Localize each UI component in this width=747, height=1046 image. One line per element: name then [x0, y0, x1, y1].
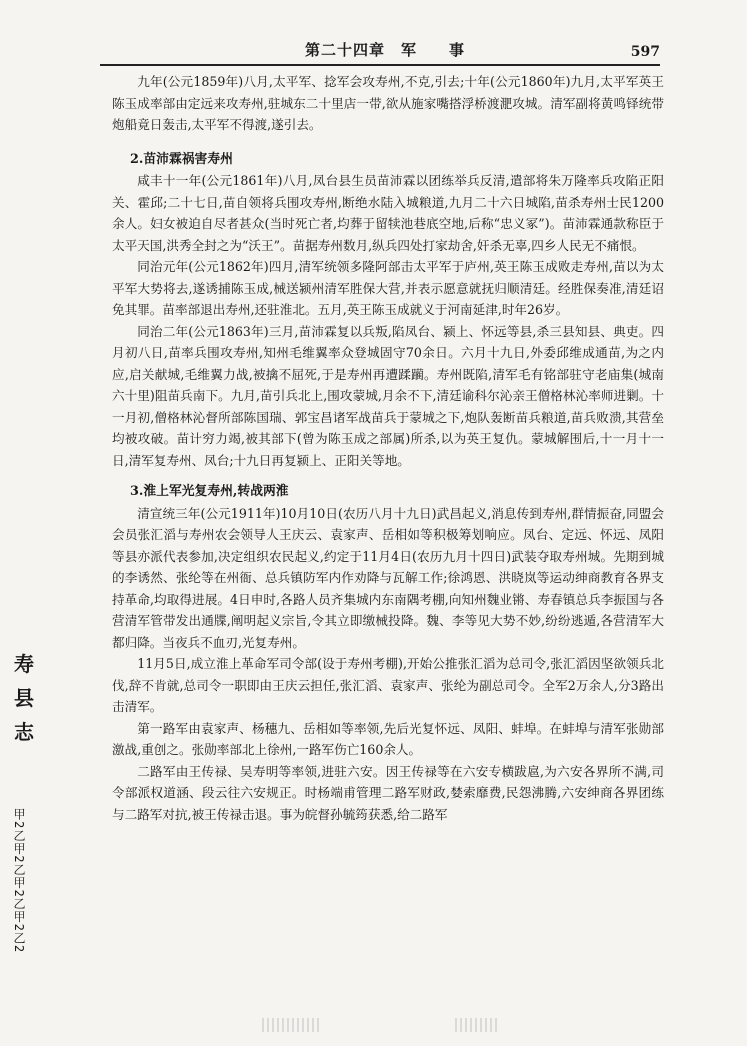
document-body: [112, 71, 664, 825]
page-number: 597: [630, 44, 660, 60]
scan-smudge: [455, 1018, 500, 1032]
paragraph: 第一路军由袁家声、杨穗九、岳相如等率领,先后光复怀远、凤阳、蚌埠。在蚌埠与清军张勋部激战,重创之。张勋率部北上徐州,一路军伤亡160余人。: [112, 720, 664, 757]
section-heading: 2.苗沛霖祸害寿州: [130, 151, 233, 167]
header-rule: [100, 64, 660, 66]
paragraph: 九年(公元1859年)八月,太平军、捻军会攻寿州,不克,引去;十年(公元1860年)九月,太平军英王陈玉成率部由定远来攻寿州,驻城东二十里店一带,欲从施家嘴搭浮桥渡淝攻城。清军副将黄鸣铎统带炮船竟日轰击,太平军不得渡,遂引去。: [112, 74, 664, 132]
side-label-zhi: 志: [14, 720, 34, 744]
paragraph: 11月5日,成立淮上革命军司令部(设于寿州考棚),开始公推张汇滔为总司令,张汇滔因坚欲领兵北伐,辞不肯就,总司令一职即由王庆云担任,张汇滔、袁家声、张纶为副总司令。全军2万余人,分3路出击清军。: [112, 656, 664, 714]
paragraph: 清宣统三年(公元1911年)10月10日(农历八月十九日)武昌起义,消息传到寿州,群情振奋,同盟会会员张汇滔与寿州农会领导人王庆云、袁家声、岳相如等积极筹划响应。凤台、定远、怀远、凤阳等县亦派代表参加,决定组织农民起义,约定于11月4日(农历九月十四日)武装夺取寿州城。先期到城的李诱然、张纶等在州衙、总兵镇防军内作劝降与瓦解工作;徐鸿恩、洪晓岚等运动绅商教育各界支持革命,均取得进展。4日申时,各路人员齐集城内东南隅考棚,向知州魏业锵、寿春镇总兵李振国与各营清军管带发出通牒,阐明起义宗旨,令其立即缴械投降。魏、李等见大势不妙,纷纷逃遁,各营清军大都归降。当夜兵不血刃,光复寿州。: [112, 505, 664, 650]
paragraph: 咸丰十一年(公元1861年)八月,凤台县生员苗沛霖以团练举兵反清,遣部将朱万隆率兵攻陷正阳关、霍邱;二十七日,苗自领将兵围攻寿州,断绝水陆入城粮道,九月二十六日城陷,苗杀寿州士民1200余人。妇女被迫自尽者甚众(当时死亡者,均葬于留犊池巷底空地,后称“忠义冢”)。苗沛霖通款称臣于太平天国,洪秀全封之为“沃王”。苗据寿州数月,纵兵四处打家劫舍,奸杀无辜,四乡人民无不痛恨。: [112, 173, 664, 253]
side-label-shou: 寿: [14, 652, 34, 676]
section-heading: 3.淮上军光复寿州,转战两淮: [130, 484, 289, 499]
scan-smudge: [262, 1018, 322, 1032]
page-header: [100, 40, 660, 60]
chapter-title: 第二十四章 军 事: [305, 41, 466, 59]
side-code: 甲2乙甲2乙甲2乙甲2乙2: [12, 808, 26, 954]
paragraph: 同治二年(公元1863年)三月,苗沛霖复以兵叛,陷凤台、颍上、怀远等县,杀三县知县、典吏。四月初八日,苗率兵围攻寿州,知州毛维翼率众登城固守70余日。六月十九日,外委邱维成通苗,为之内应,启关献城,毛维翼力战,被擒不屈死,于是寿州再遭蹂躏。寿州既陷,清军毛有铭部驻守老庙集(城南六十里)阻苗兵南下。九月,苗引兵北上,围攻蒙城,月余不下,清廷谕科尔沁亲王僧格林沁率师进剿。十一月初,僧格林沁督所部陈国瑞、郭宝昌诸军战苗兵于蒙城之下,炮队轰断苗兵粮道,苗兵败溃,其营垒均被攻破。苗计穷力竭,被其部下(曾为陈玉成之部属)所杀,以为英王复仇。蒙城解围后,十一月十一日,清军复寿州、凤台;十九日再复颍上、正阳关等地。: [112, 323, 664, 468]
paragraph: 二路军由王传禄、吴寿明等率领,进驻六安。因王传禄等在六安专横跋扈,为六安各界所不满,司令部派权道涵、段云往六安规正。时杨端甫管理二路军财政,婪索靡费,民怨沸腾,六安绅商各界团练与二路军对抗,被王传禄击退。事为皖督孙毓筠获悉,给二路军: [112, 763, 664, 822]
side-label-xian: 县: [14, 686, 34, 710]
paragraph: 同治元年(公元1862年)四月,清军统领多隆阿部击太平军于庐州,英王陈玉成败走寿州,苗以为太平军大势将去,遂诱捕陈玉成,械送颍州清军胜保大营,并表示愿意就抚归顺清廷。经胜保奏准,清廷诏免其罪。苗率部退出寿州,还驻淮北。五月,英王陈玉成就义于河南延津,时年26岁。: [112, 259, 664, 317]
